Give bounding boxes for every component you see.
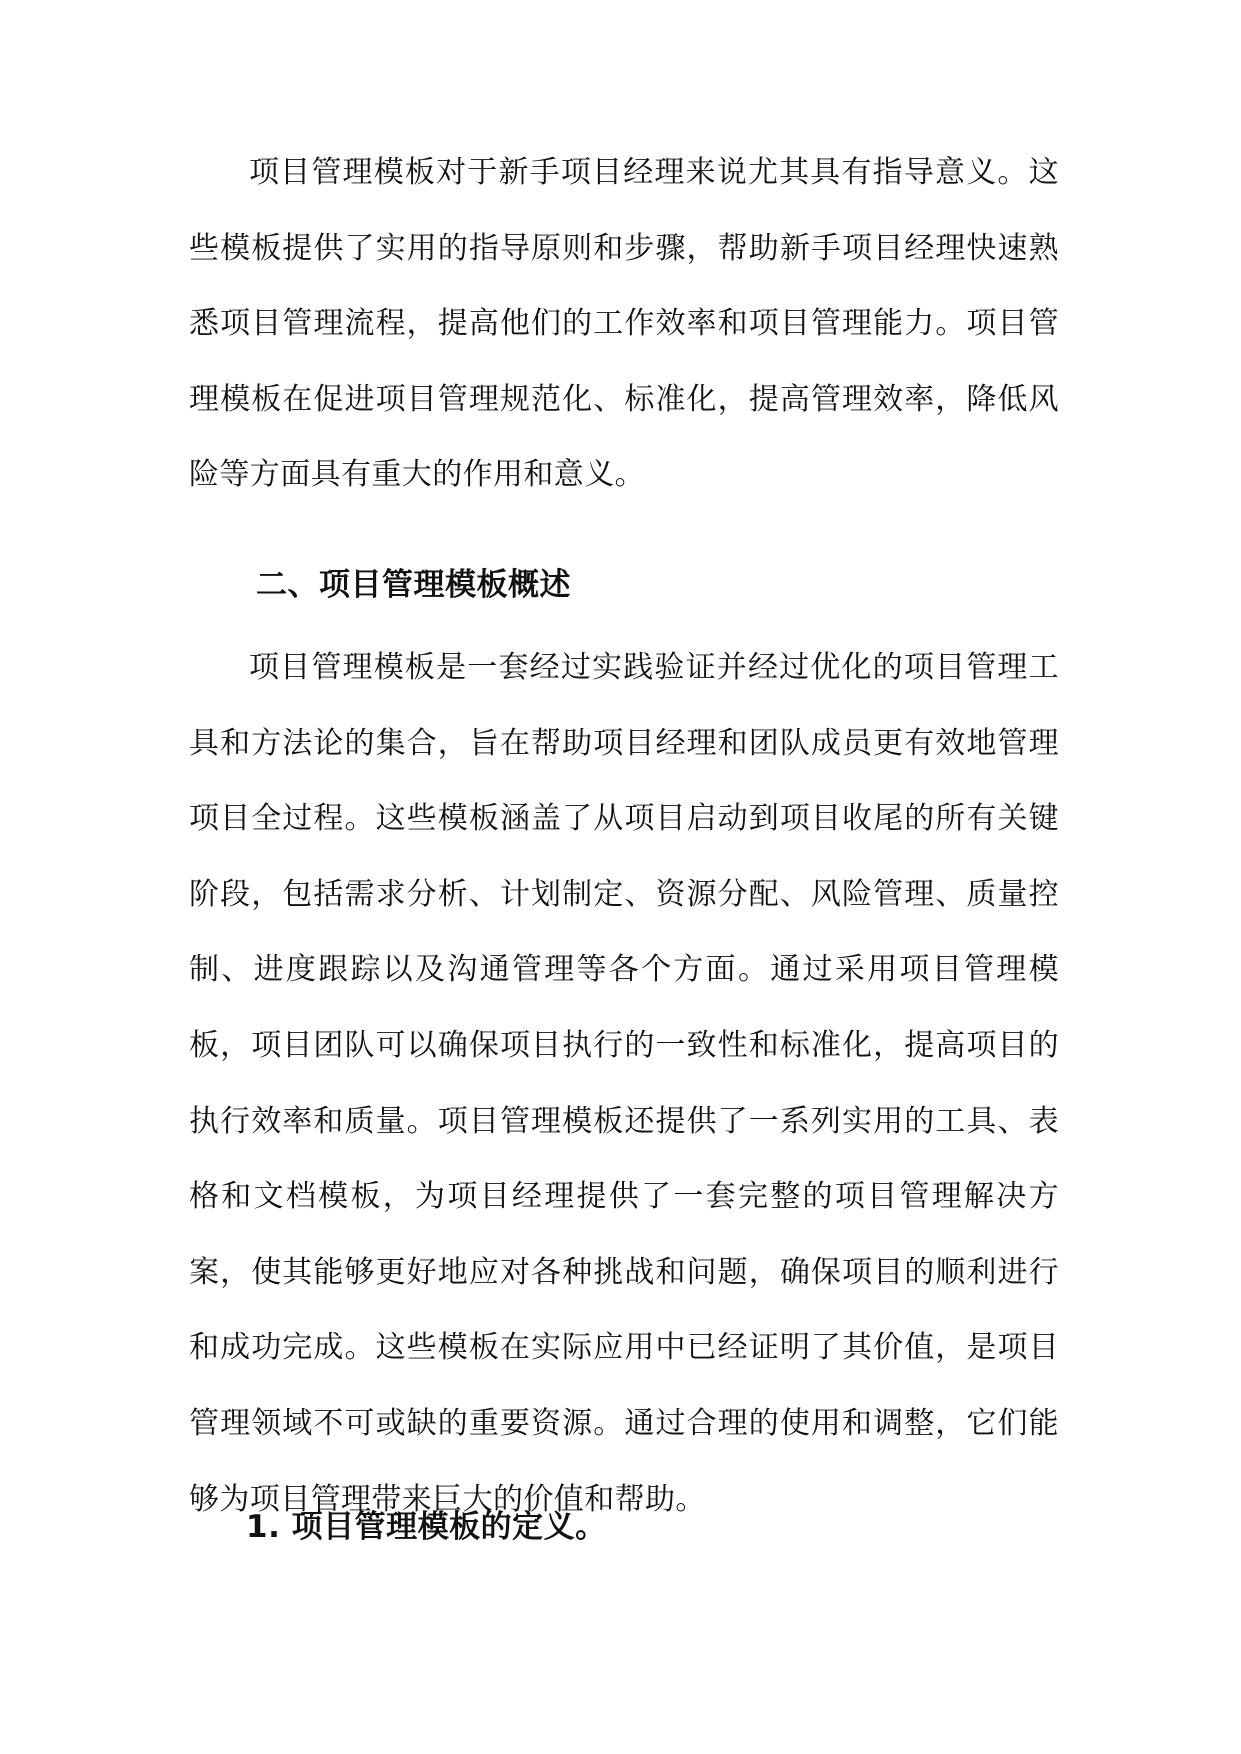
subsection-heading: 1. 项目管理模板的定义。 [246, 1509, 607, 1545]
section-heading: 二、项目管理模板概述 [256, 567, 571, 603]
intro-paragraph: 项目管理模板对于新手项目经理来说尤其具有指导意义。这些模板提供了实用的指导原则和步骤，帮助新手项目经理快速熟悉项目管理流程，提高他们的工作效率和项目管理能力。项目管理模板在促进项目管理规范化、标准化，提高管理效率，降低风险等方面具有重大的作用和意义。 [189, 155, 1059, 492]
overview-paragraph: 项目管理模板是一套经过实践验证并经过优化的项目管理工具和方法论的集合，旨在帮助项目经理和团队成员更有效地管理项目全过程。这些模板涵盖了从项目启动到项目收尾的所有关键阶段，包括需求分析、计划制定、资源分配、风险管理、质量控制、进度跟踪以及沟通管理等各个方面。通过采用项目管理模板，项目团队可以确保项目执行的一致性和标准化，提高项目的执行效率和质量。项目管理模板还提供了一系列实用的工具、表格和文档模板，为项目经理提供了一套完整的项目管理解决方案，使其能够更好地应对各种挑战和问题，确保项目的顺利进行和成功完成。这些模板在实际应用中已经证明了其价值，是项目管理领域不可或缺的重要资源。通过合理的使用和调整，它们能够为项目管理带来巨大的价值和帮助。 [189, 650, 1059, 1517]
